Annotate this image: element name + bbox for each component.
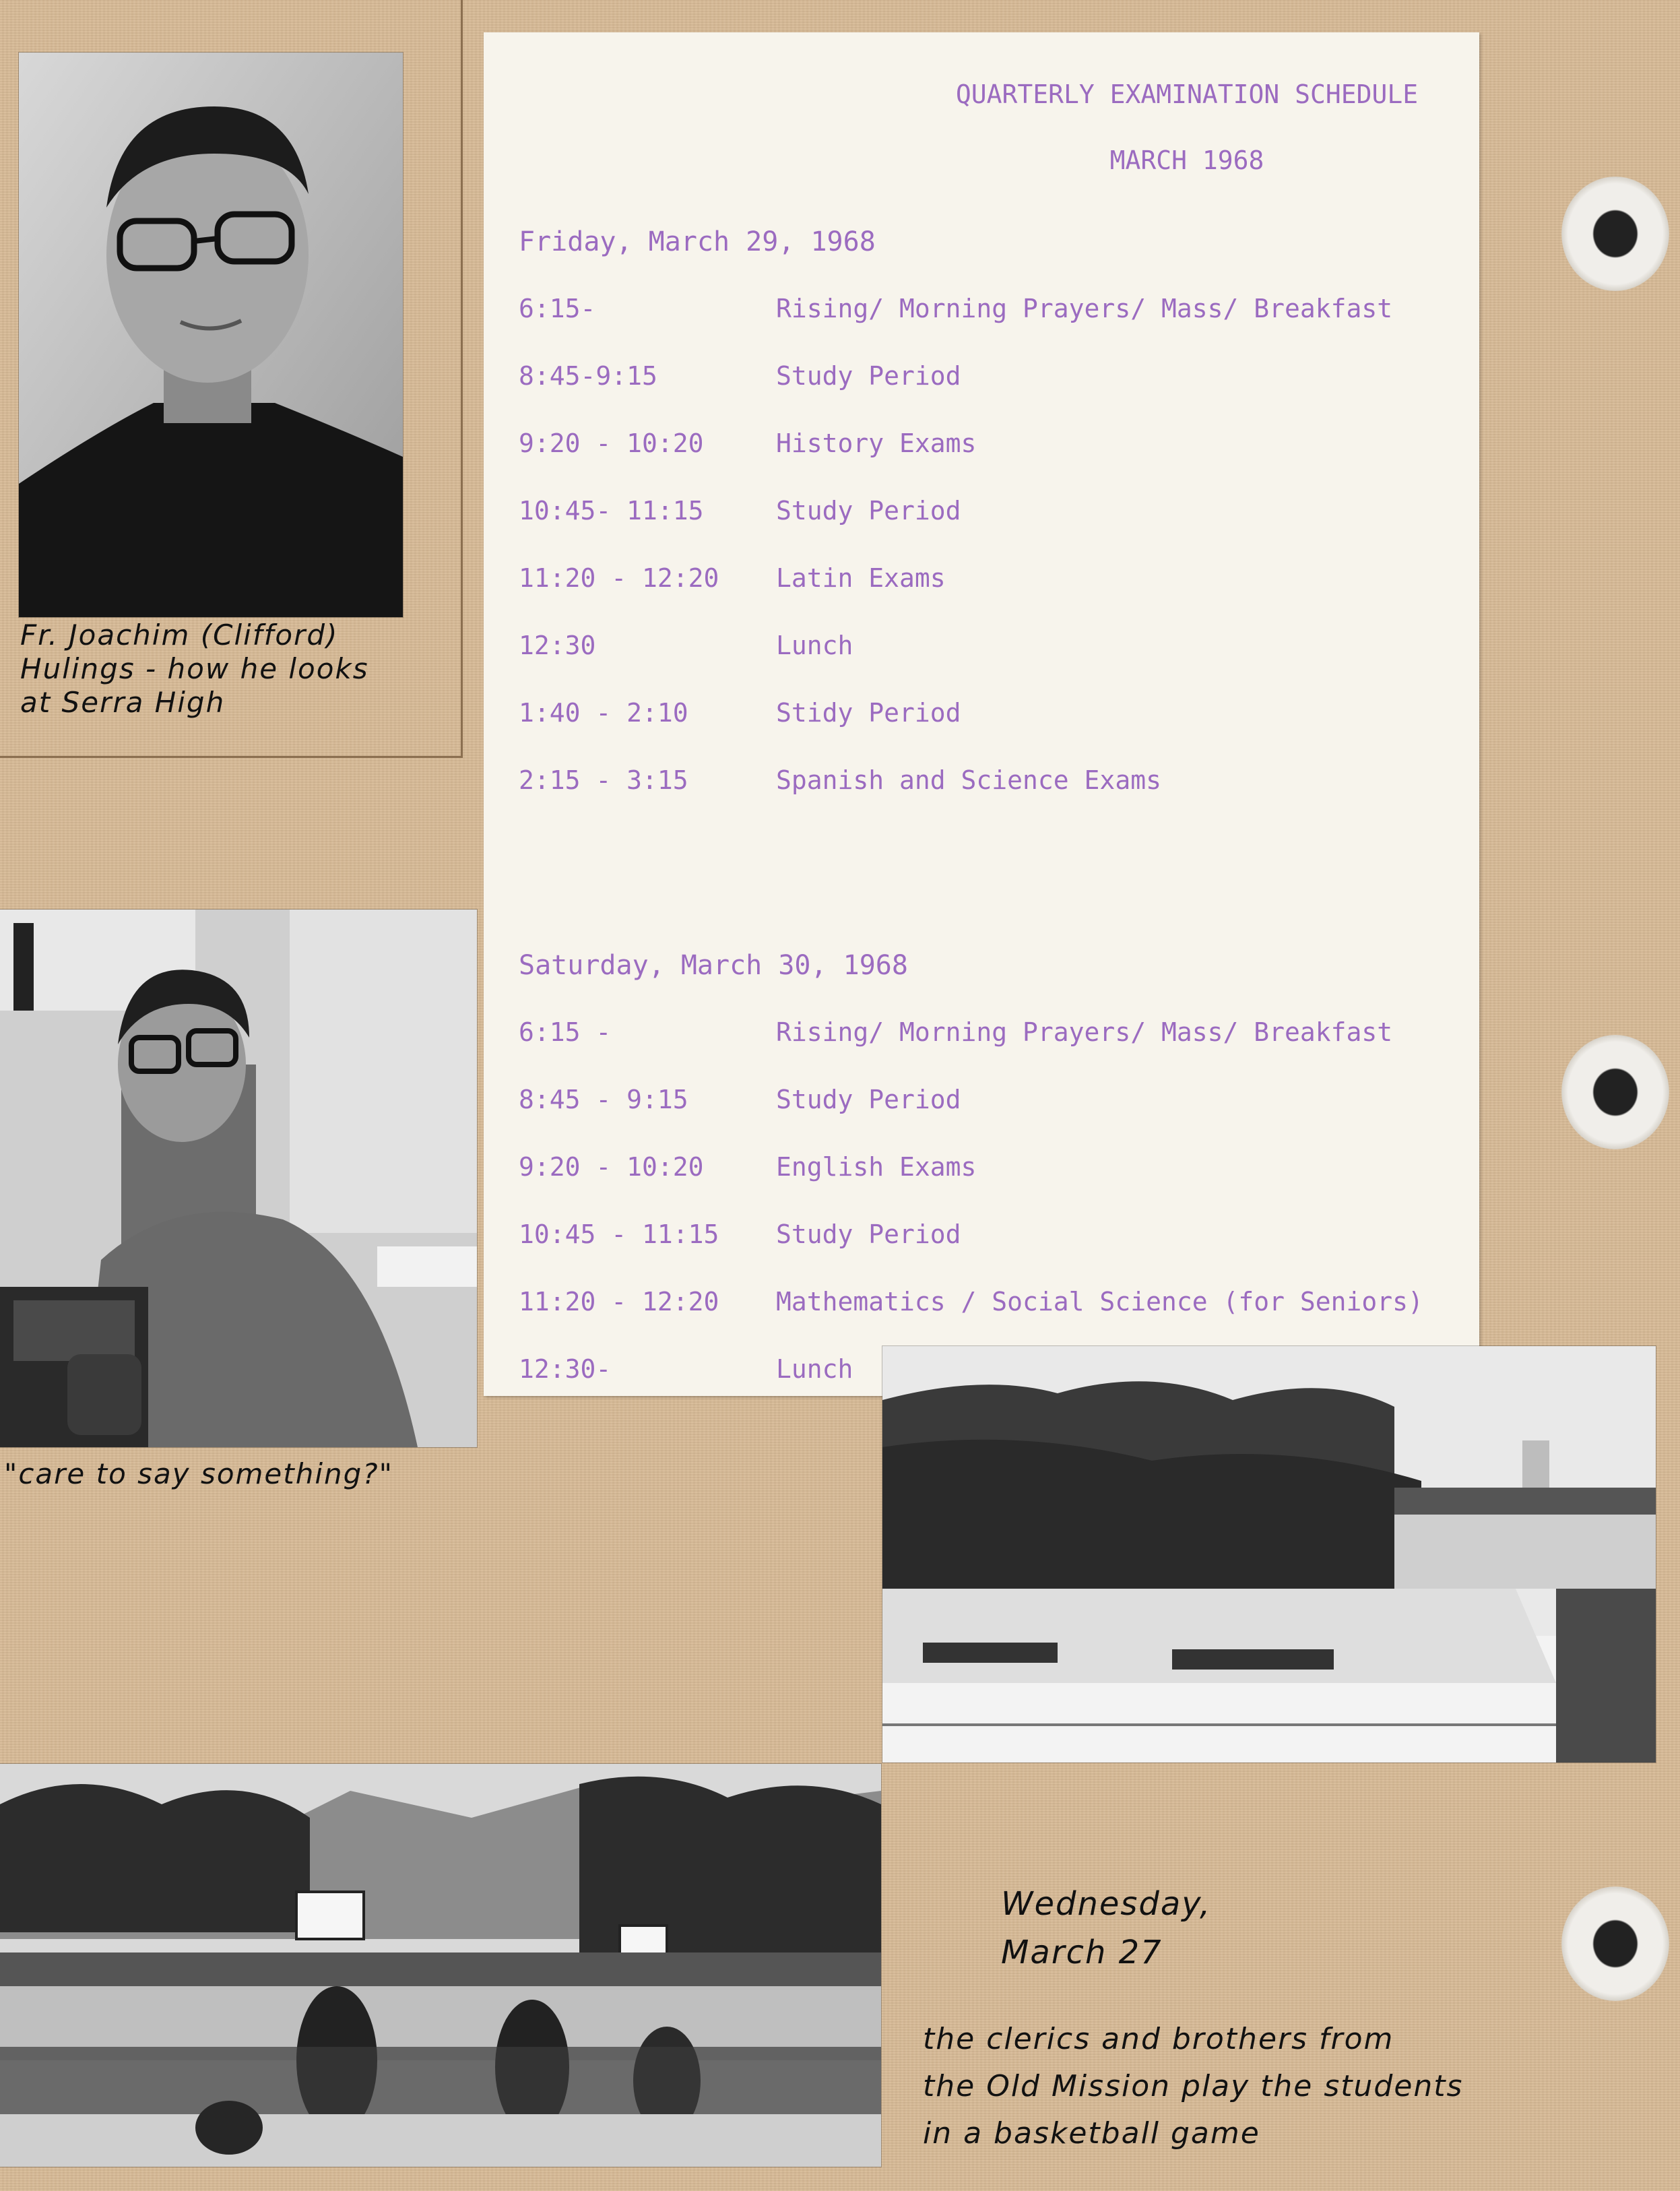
desk-photo [0,910,477,1447]
day-heading-saturday: Saturday, March 30, 1968 [519,950,908,981]
row-desc: Mathematics / Social Science (for Seniors) [776,1287,1423,1316]
basketball-photo-court [0,1764,881,2167]
day-heading-friday: Friday, March 29, 1968 [519,226,876,257]
row-time: 12:30 [519,631,596,660]
basketball-photo-mission [882,1346,1656,1763]
schedule-row [519,1085,1462,1125]
schedule-row [519,1287,1462,1327]
row-time: 9:20 - 10:20 [519,1152,704,1182]
row-desc: Study Period [776,1085,961,1114]
schedule-row [519,631,1462,671]
row-desc: Lunch [776,1354,853,1384]
schedule-row [519,294,1462,334]
binder-hole [1561,1035,1669,1149]
desk-caption: "care to say something?" [4,1457,393,1490]
schedule-row [519,698,1462,738]
row-time: 2:15 - 3:15 [519,765,688,795]
schedule-row [519,563,1462,604]
row-desc: Study Period [776,496,961,526]
schedule-month: MARCH 1968 [1109,146,1264,175]
schedule-row [519,1017,1462,1058]
row-desc: Study Period [776,1219,961,1249]
row-time: 6:15- [519,294,596,323]
row-time: 10:45- 11:15 [519,496,704,526]
schedule-row [519,428,1462,469]
schedule-row [519,361,1462,402]
row-desc: English Exams [776,1152,977,1182]
row-desc: Study Period [776,361,961,391]
row-time: 8:45-9:15 [519,361,657,391]
binder-hole [1561,177,1669,291]
row-time: 12:30- [519,1354,612,1384]
binder-hole [1561,1886,1669,2001]
row-desc: Rising/ Morning Prayers/ Mass/ Breakfast [776,1017,1393,1047]
portrait-caption: Fr. Joachim (Clifford) Hulings - how he looks at Serra High [20,618,369,719]
schedule-title: QUARTERLY EXAMINATION SCHEDULE [955,80,1419,109]
game-description-caption: the clerics and brothers from the Old Mission play the students in a basketball game [923,2022,1464,2151]
row-desc: Rising/ Morning Prayers/ Mass/ Breakfast [776,294,1393,323]
row-desc: Lunch [776,631,853,660]
row-time: 6:15 - [519,1017,612,1047]
row-time: 11:20 - 12:20 [519,1287,719,1316]
row-time: 8:45 - 9:15 [519,1085,688,1114]
schedule-row [519,1152,1462,1193]
row-desc: History Exams [776,428,977,458]
row-time: 1:40 - 2:10 [519,698,688,728]
portrait-photo [19,53,403,617]
schedule-row [519,496,1462,536]
exam-schedule-sheet [484,32,1479,1396]
row-desc: Stidy Period [776,698,961,728]
row-desc: Latin Exams [776,563,946,593]
row-time: 11:20 - 12:20 [519,563,719,593]
schedule-row [519,765,1462,806]
game-date-caption: Wednesday, March 27 [1001,1885,1212,1971]
row-desc: Spanish and Science Exams [776,765,1161,795]
row-time: 10:45 - 11:15 [519,1219,719,1249]
schedule-row [519,1219,1462,1260]
row-time: 9:20 - 10:20 [519,428,704,458]
